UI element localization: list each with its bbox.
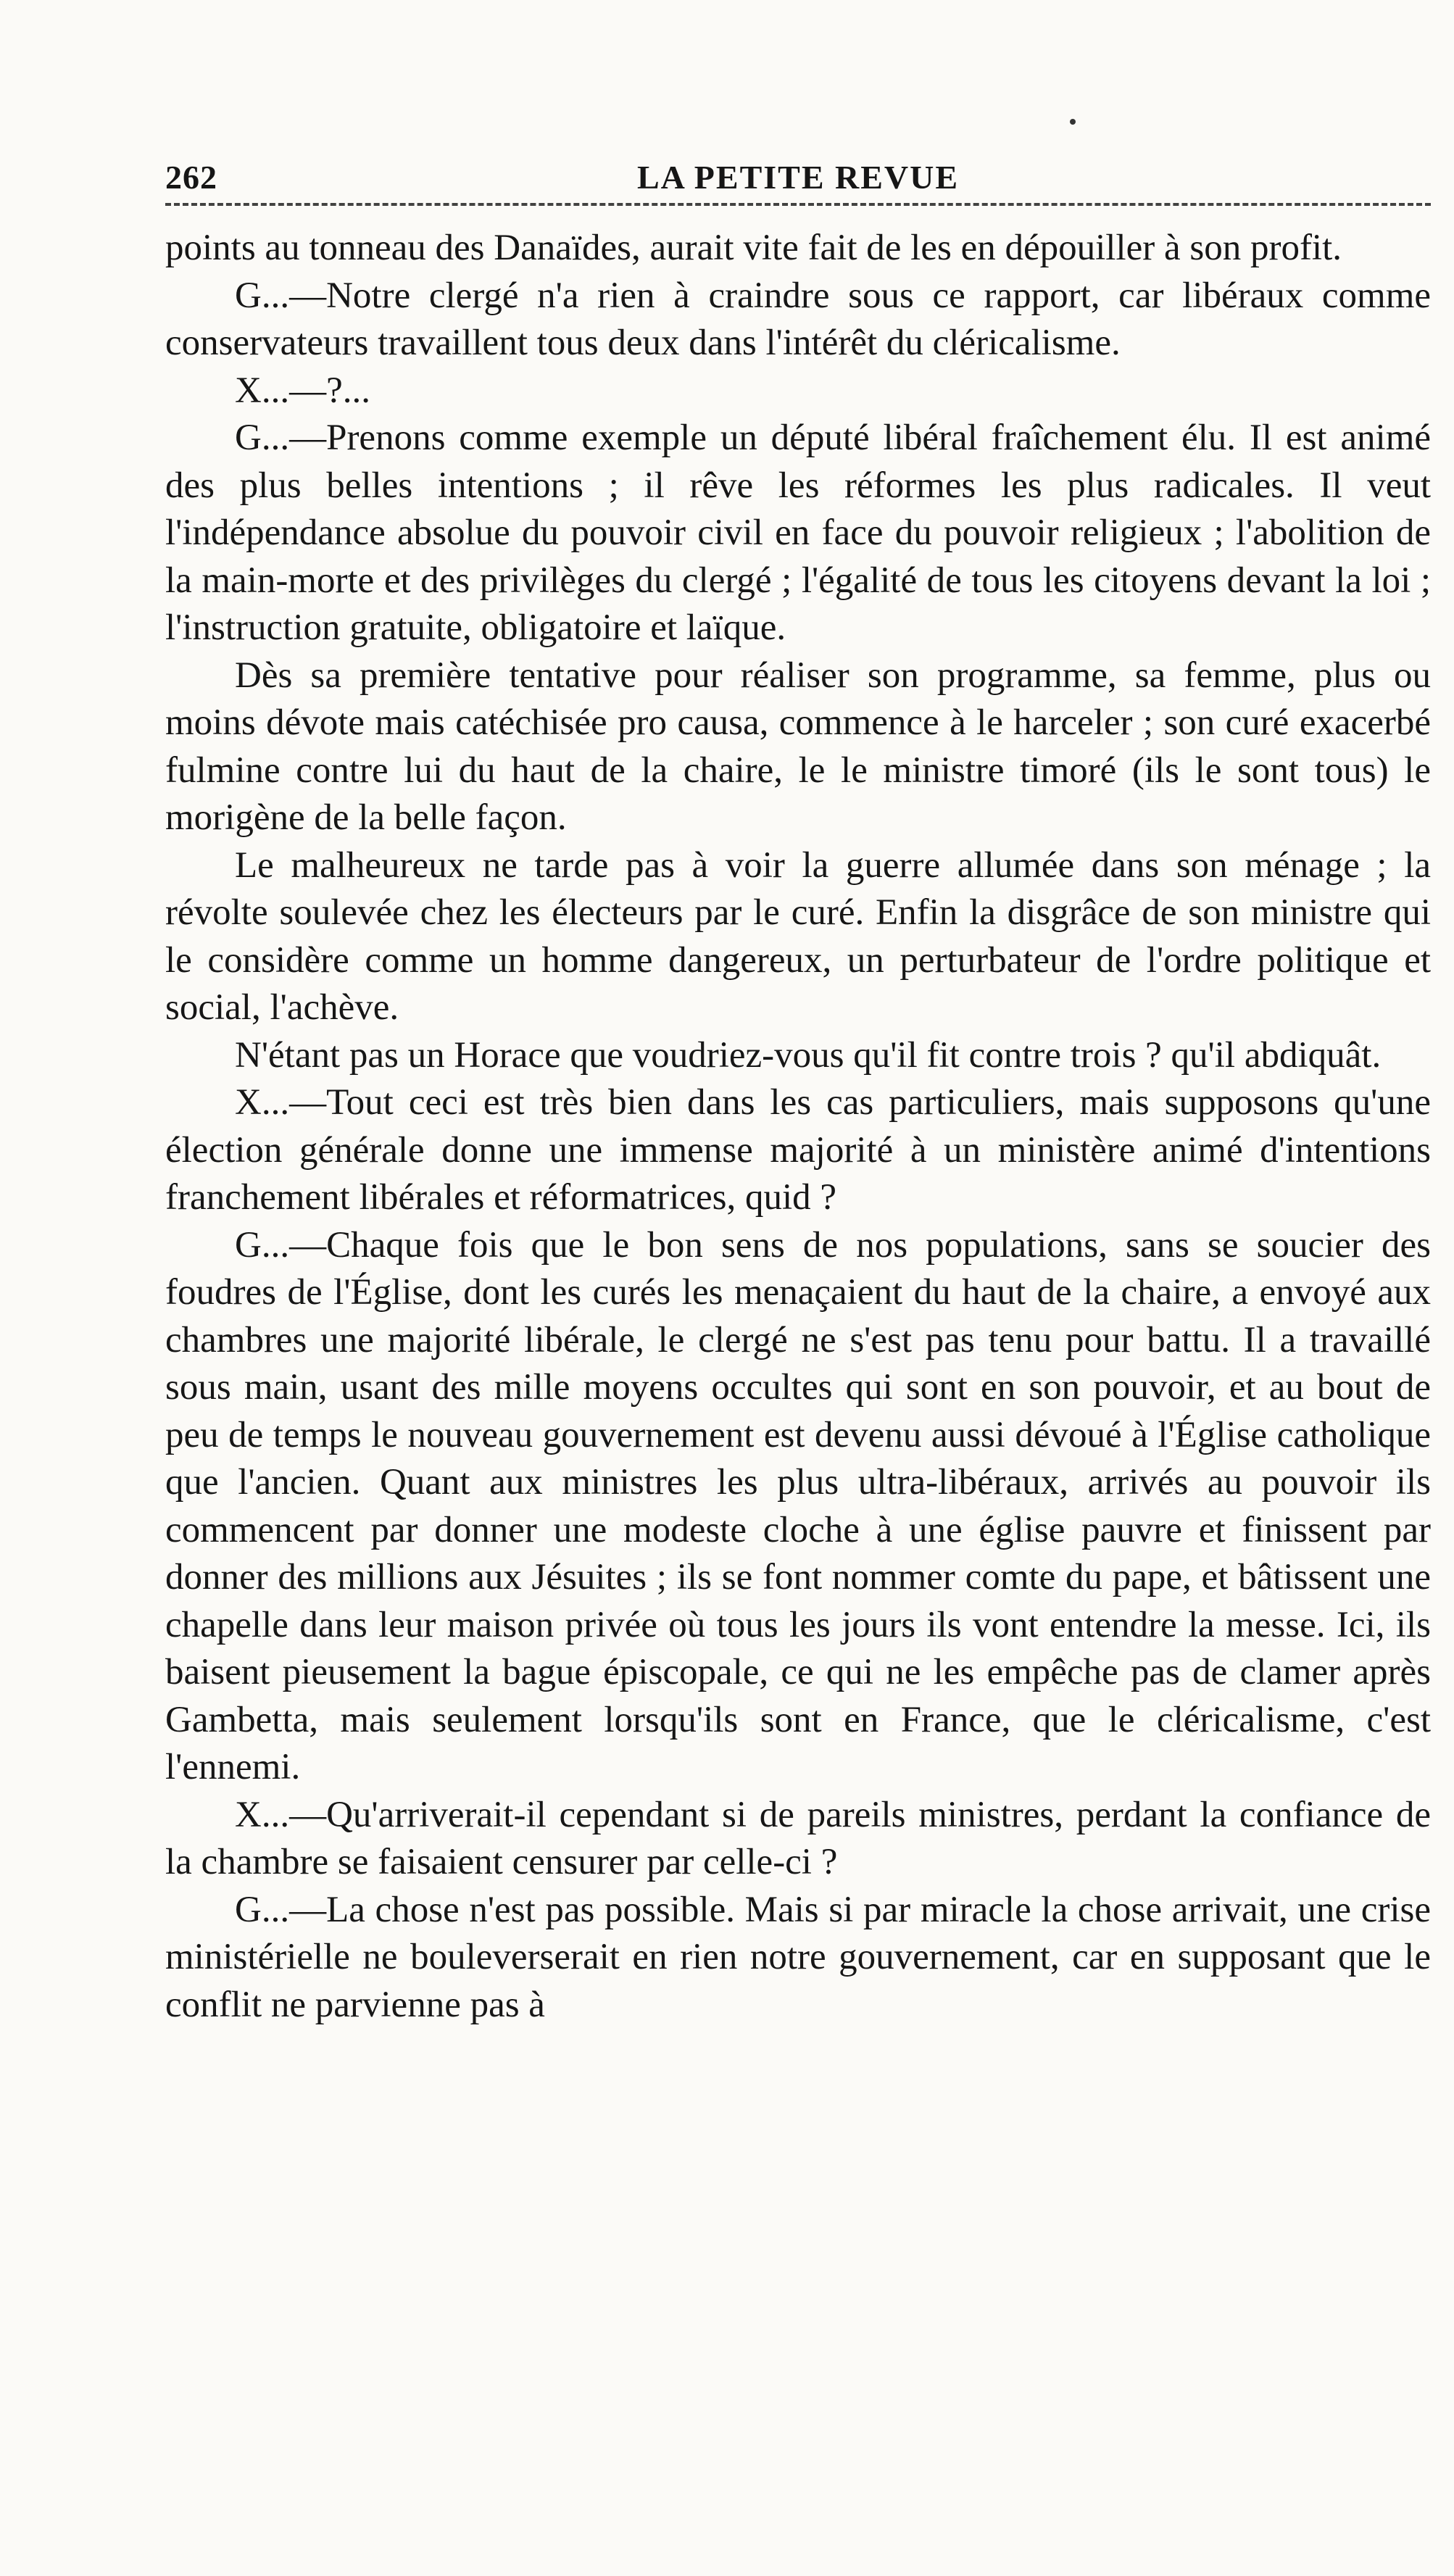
header-rule [165,203,1431,206]
paragraph-5: Dès sa première tentative pour réaliser son programme, sa femme, plus ou moins dévote mais catéchisée pro causa, commence à le harceler ; son curé exacerbé fulmine contre lui du haut de la chaire, le le ministre timoré (ils le sont tous) le morigène de la belle façon. [165,655,1431,838]
paragraph-4: G...—Prenons comme exemple un député libéral fraîchement élu. Il est animé des plus belles intentions ; il rêve les réformes les plus radicales. Il veut l'indépendance absolue du pouvoir civil en face du pouvoir religieux ; l'abolition de la main-morte et des privilèges du clergé ; l'égalité de tous les citoyens devant la loi ; l'instruction gratuite, obligatoire et laïque. [165,417,1431,648]
paragraph-1: points au tonneau des Danaïdes, aurait vite fait de les en dépouiller à son profit. [165,228,1342,268]
book-page [165,130,1431,2522]
paragraph-6: Le malheureux ne tarde pas à voir la guerre allumée dans son ménage ; la révolte soulevée chez les électeurs par le curé. Enfin la disgrâce de son ministre qui le considère comme un homme dangereux, un perturbateur de l'ordre politique et social, l'achève. [165,844,1431,1028]
paragraph-10: X...—Qu'arriverait-il cependant si de pareils ministres, perdant la confiance de la chambre se faisaient censurer par celle-ci ? [165,1794,1431,1882]
paragraph-8: X...—Tout ceci est très bien dans les cas particuliers, mais supposons qu'une élection générale donne une immense majorité à un ministère animé d'intentions franchement libérales et réformatrices, quid ? [165,1082,1431,1218]
paragraph-3: X...—?... [235,370,370,411]
body-text [165,225,1431,2029]
ink-speck [1070,119,1076,125]
paragraph-2: G...—Notre clergé n'a rien à craindre sous ce rapport, car libéraux comme conservateurs travaillent tous deux dans l'intérêt du cléricalisme. [165,275,1431,363]
running-head [165,130,1431,196]
paragraph-7: N'étant pas un Horace que voudriez-vous qu'il fit contre trois ? qu'il abdiquât. [235,1034,1382,1076]
paragraph-9: G...—Chaque fois que le bon sens de nos populations, sans se soucier des foudres de l'Église, dont les curés les menaçaient du haut de la chaire, a envoyé aux chambres une majorité libérale, le clergé ne s'est pas tenu pour battu. Il a travaillé sous main, usant des mille moyens occultes qui sont en son pouvoir, et au bout de peu de temps le nouveau gouvernement est devenu aussi dévoué à l'Église catholique que l'ancien. Quant aux ministres les plus ultra-libéraux, arrivés au pouvoir ils commencent par donner une modeste cloche à une église pauvre et finissent par donner des millions aux Jésuites ; ils se font nommer comte du pape, et bâtissent une chapelle dans leur maison privée où tous les jours ils vont entendre la messe. Ici, ils baisent pieusement la bague épiscopale, ce qui ne les empêche pas de clamer après Gambetta, mais seulement lorsqu'ils sont en France, que le cléricalisme, c'est l'ennemi. [165,1224,1431,1787]
running-title: LA PETITE REVUE [636,159,960,196]
page-number: 262 [165,159,217,196]
paragraph-11: G...—La chose n'est pas possible. Mais si par miracle la chose arrivait, une crise ministérielle ne bouleverserait en rien notre gouvernement, car en supposant que le conflit ne parvienne pas à [165,1889,1431,2025]
